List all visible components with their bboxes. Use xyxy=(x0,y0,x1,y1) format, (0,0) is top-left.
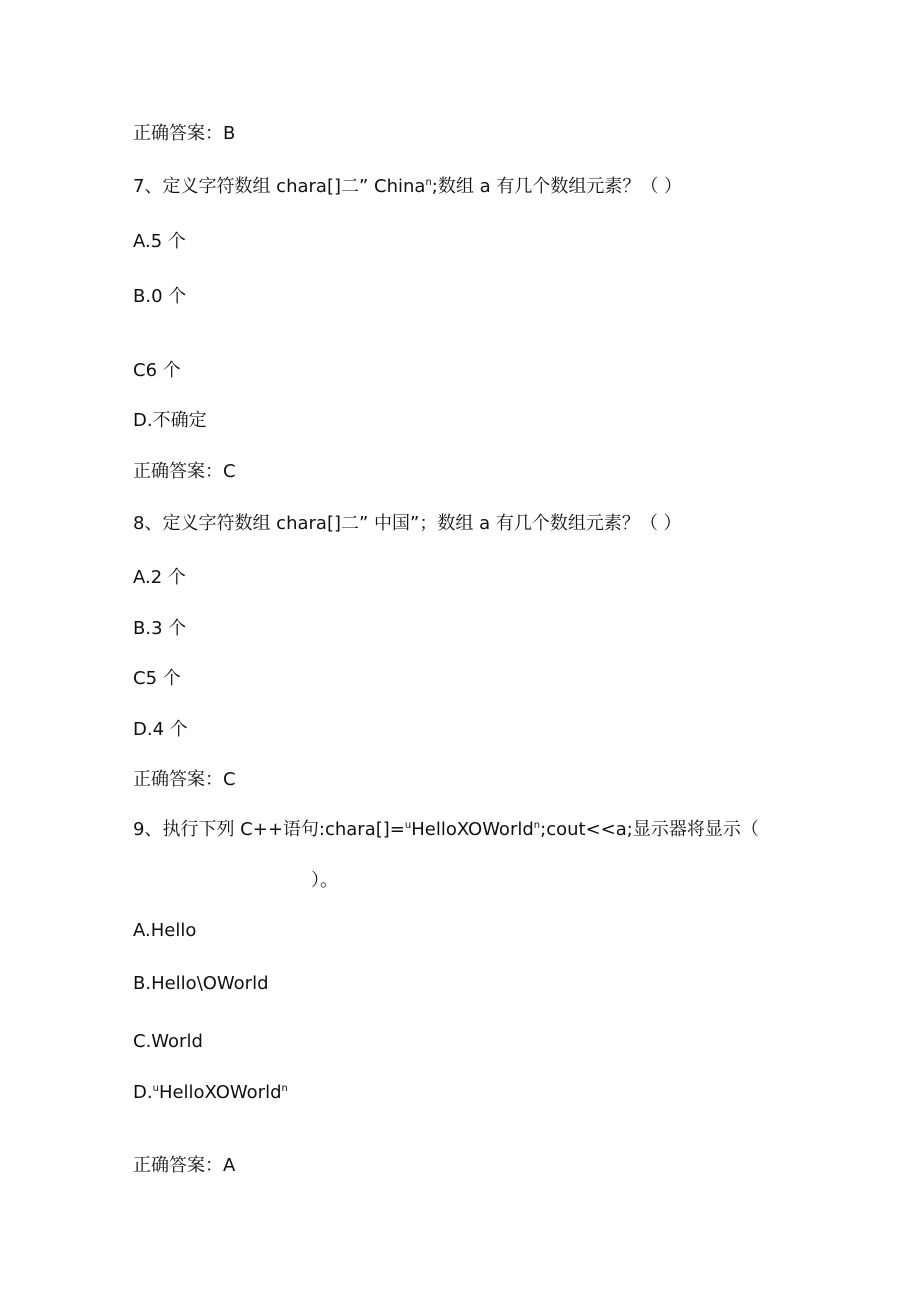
q9d-superscript-close: n xyxy=(281,1083,288,1094)
q8-option-a: A.2 个 xyxy=(133,567,186,588)
q7-option-a: A.5 个 xyxy=(133,231,186,252)
q7-text-end: ;数组 a 有几个数组元素？（ ） xyxy=(431,176,683,197)
q8-option-b: B.3 个 xyxy=(133,618,187,639)
q9-option-c: C.World xyxy=(133,1031,203,1052)
q7-option-b: B.0 个 xyxy=(133,286,187,307)
question-9 xyxy=(133,818,759,845)
question-7 xyxy=(133,175,682,202)
q9-option-d xyxy=(133,1081,288,1108)
q9-text-start: 9、执行下列 C++语句:chara[]= xyxy=(133,819,405,840)
question-9-continuation: ）。 xyxy=(311,870,338,891)
q9-option-b: B.Hello\OWorld xyxy=(133,973,269,994)
q9d-superscript-open: u xyxy=(152,1083,159,1094)
answer-9: 正确答案：A xyxy=(133,1155,236,1176)
q9-superscript-close: n xyxy=(533,820,541,831)
q9d-text: HelloXOWorld xyxy=(158,1082,282,1103)
answer-6: 正确答案：B xyxy=(133,123,236,144)
q7-option-d: D.不确定 xyxy=(133,410,207,431)
q7-superscript: n xyxy=(425,177,432,188)
q9-option-a: A.Hello xyxy=(133,920,197,941)
answer-7: 正确答案：C xyxy=(133,461,236,482)
question-8: 8、定义字符数组 chara[]二” 中国”；数组 a 有几个数组元素？（ ） xyxy=(133,513,682,534)
q9-superscript-open: u xyxy=(404,820,412,831)
q9-text-end: ;cout<<a;显示器将显示（ xyxy=(540,819,759,840)
q9-text-mid: HelloXOWorld xyxy=(411,819,534,840)
q7-text-start: 7、定义字符数组 chara[]二” China xyxy=(133,176,426,197)
q7-option-c: C6 个 xyxy=(133,360,181,381)
q8-option-c: C5 个 xyxy=(133,668,181,689)
answer-8: 正确答案：C xyxy=(133,769,236,790)
q9d-prefix: D. xyxy=(133,1082,153,1103)
q8-option-d: D.4 个 xyxy=(133,719,188,740)
